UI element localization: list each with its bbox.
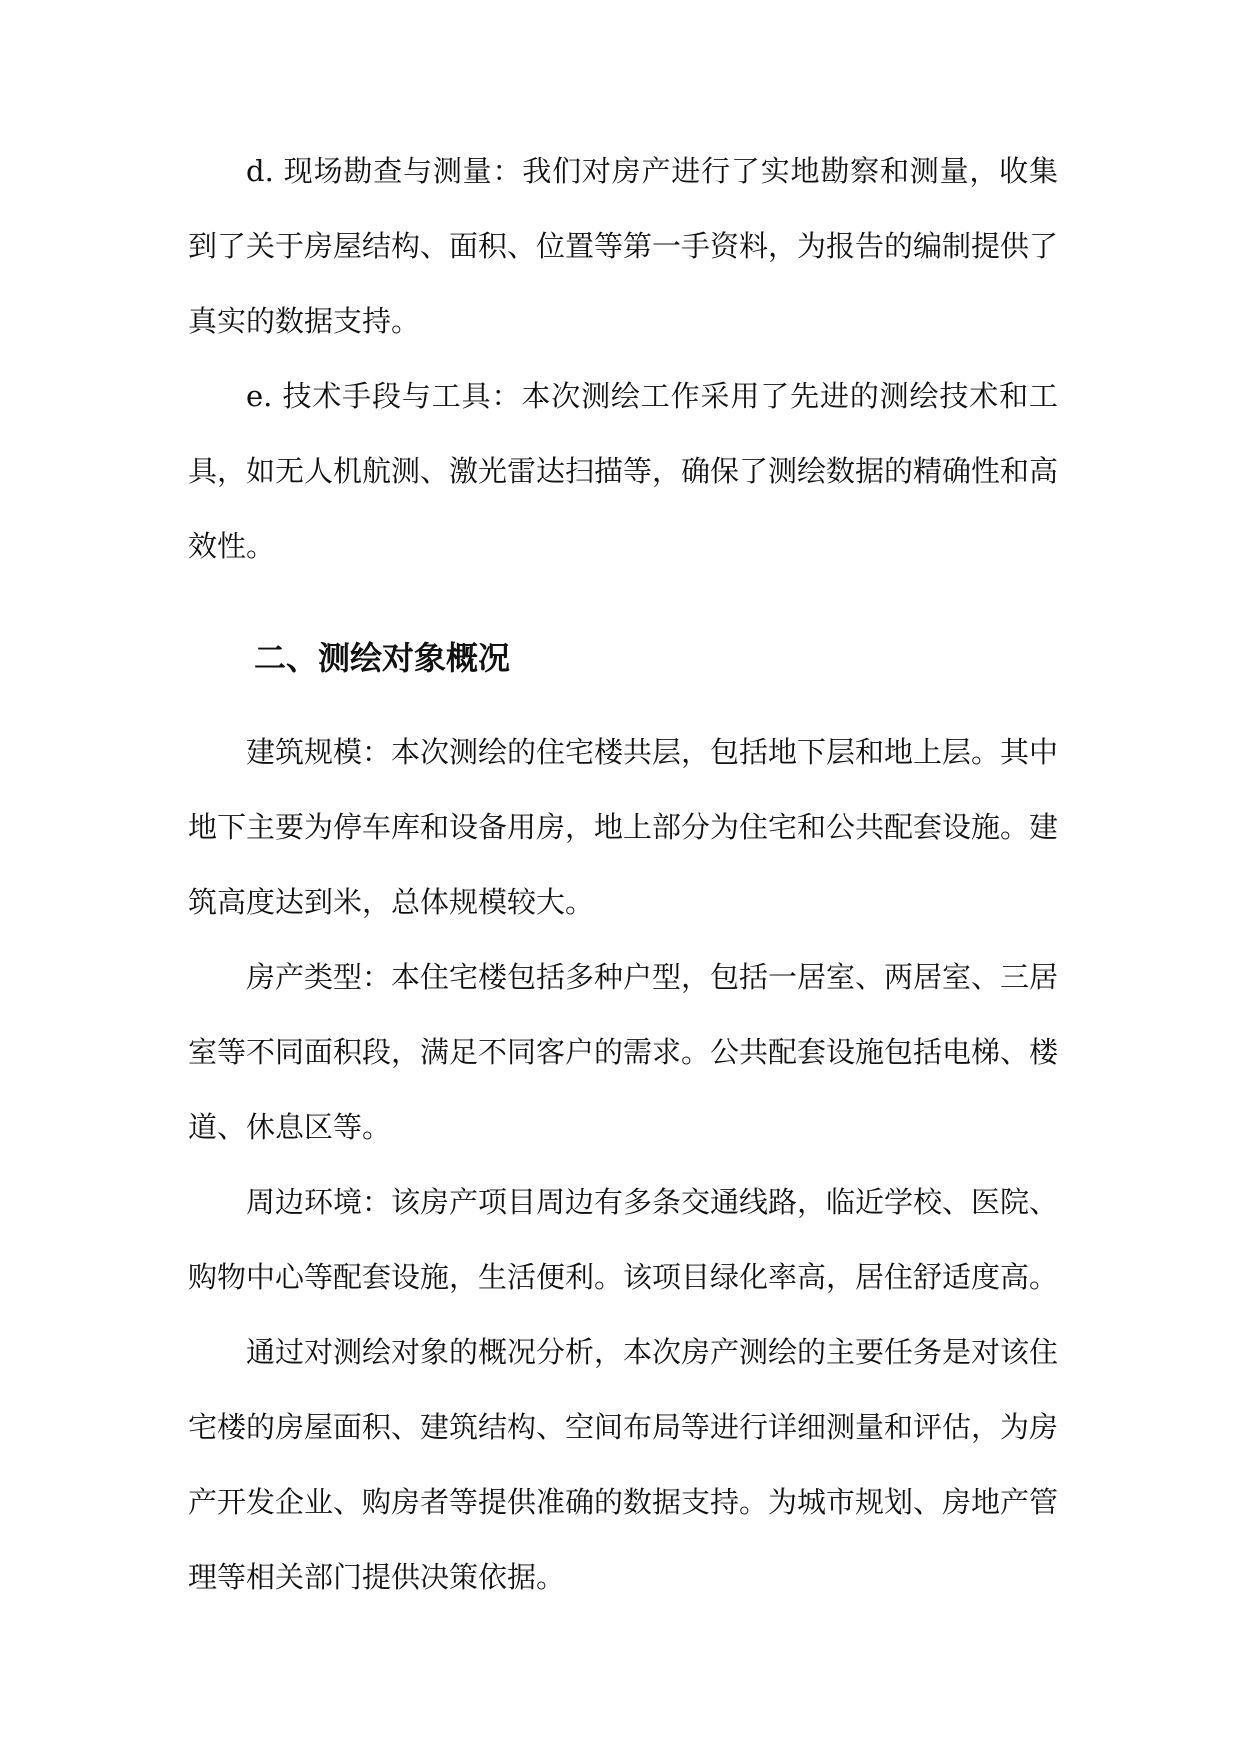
paragraph-summary: 通过对测绘对象的概况分析，本次房产测绘的主要任务是对该住宅楼的房屋面积、建筑结构、空间布局等进行详细测量和评估，为房产开发企业、购房者等提供准确的数据支持。为城市规划、房地产管理等相关部门提供决策依据。 <box>188 1335 1059 1594</box>
paragraph-technical-tools: e. 技术手段与工具：本次测绘工作采用了先进的测绘技术和工具，如无人机航测、激光雷达扫描等，确保了测绘数据的精确性和高效性。 <box>188 379 1059 563</box>
paragraph-surroundings: 周边环境：该房产项目周边有多条交通线路，临近学校、医院、购物中心等配套设施，生活便利。该项目绿化率高，居住舒适度高。 <box>188 1185 1059 1294</box>
paragraph-property-type: 房产类型：本住宅楼包括多种户型，包括一居室、两居室、三居室等不同面积段，满足不同客户的需求。公共配套设施包括电梯、楼道、休息区等。 <box>188 960 1059 1144</box>
section-heading: 二、测绘对象概况 <box>254 639 511 677</box>
paragraph-building-scale: 建筑规模：本次测绘的住宅楼共层，包括地下层和地上层。其中地下主要为停车库和设备用房，地上部分为住宅和公共配套设施。建筑高度达到米，总体规模较大。 <box>188 735 1059 919</box>
paragraph-site-survey: d. 现场勘查与测量：我们对房产进行了实地勘察和测量，收集到了关于房屋结构、面积、位置等第一手资料，为报告的编制提供了真实的数据支持。 <box>188 154 1059 338</box>
